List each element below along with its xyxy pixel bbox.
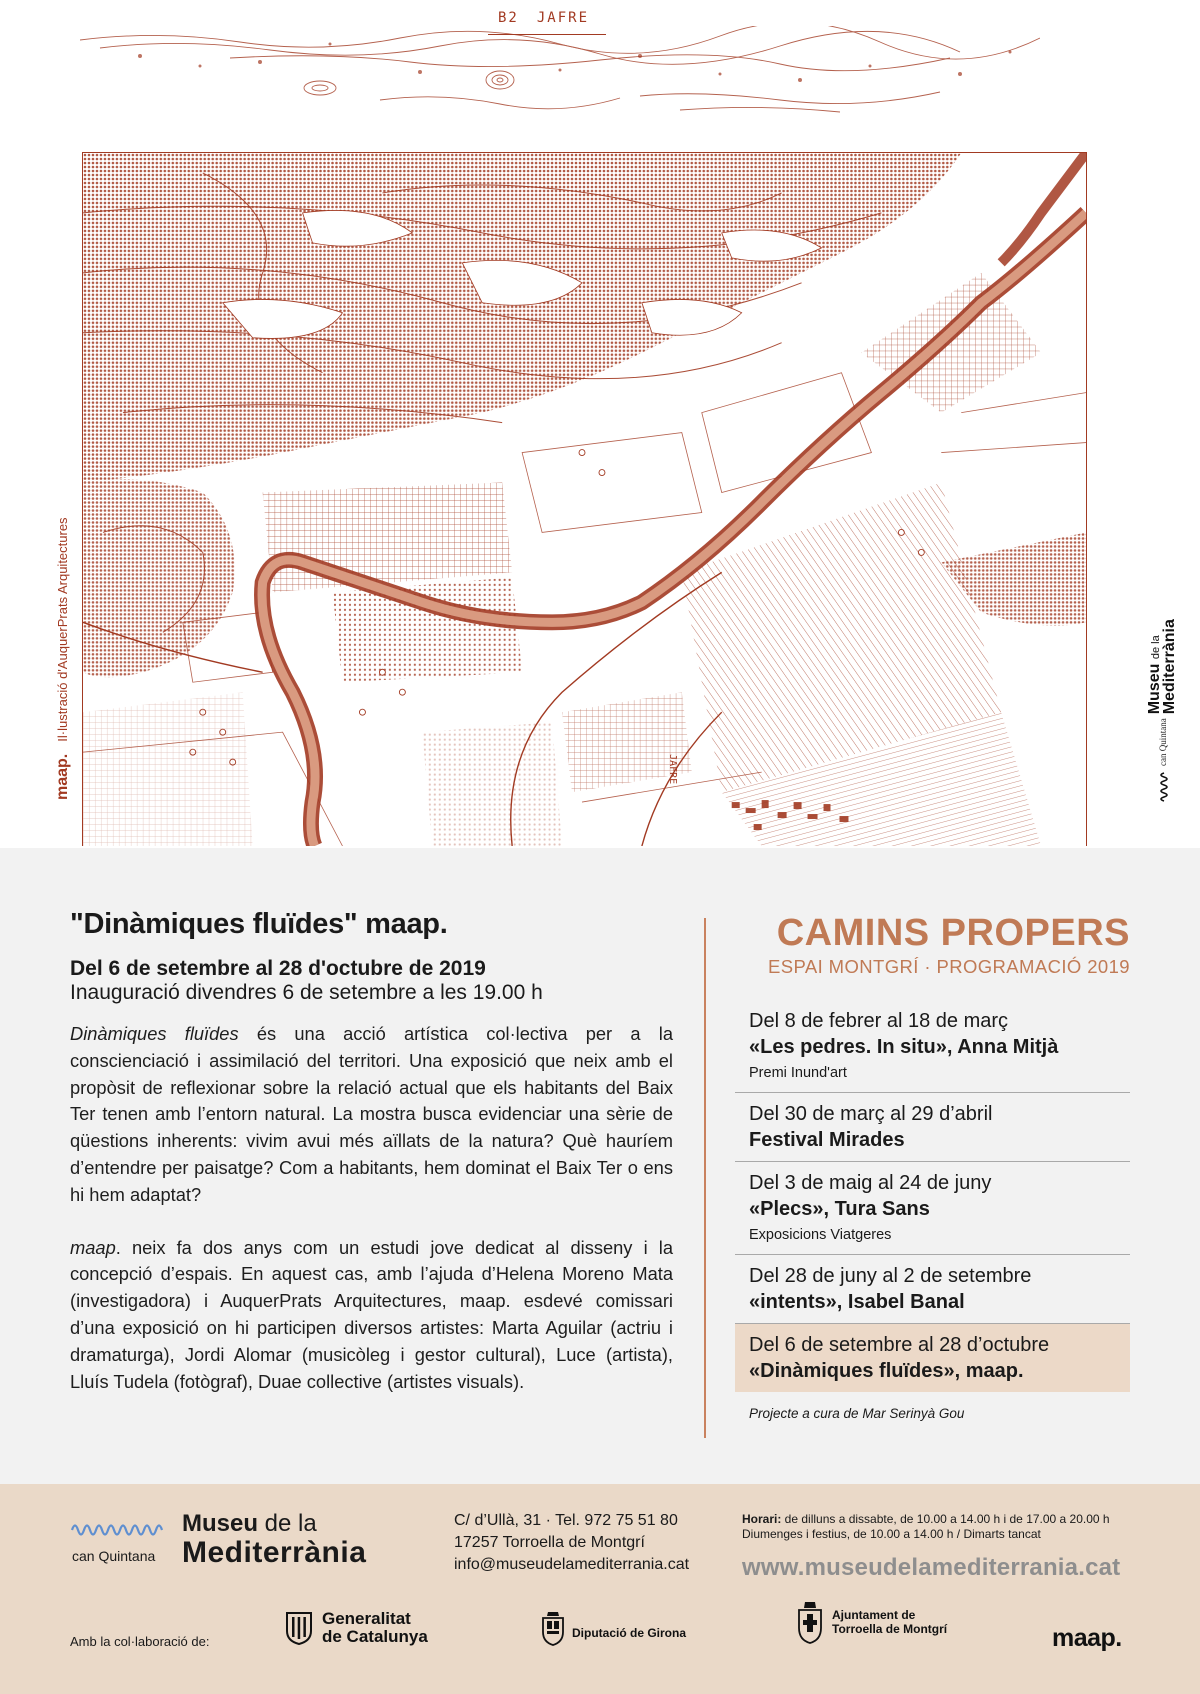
hours-line-1: de dilluns a dissabte, de 10.00 a 14.00 h i de 17.00 a 20.00 h [781,1512,1110,1526]
program-item [735,1255,1130,1324]
museum-logo [70,1512,430,1576]
girona-text: Diputació de Girona [572,1626,687,1640]
description-emphasis-2: maap [70,1236,116,1258]
exhibition-description [70,908,673,1395]
program-list [735,1000,1130,1392]
series-title: CAMINS PROPERS [776,912,1130,954]
program-item-dates: Del 30 de març al 29 d’abril [749,1103,993,1125]
torroella-shield-icon [796,1600,824,1644]
exhibition-title: "Dinàmiques fluïdes" maap. [70,908,448,940]
side-museum-name-bottom: Mediterrània [1161,619,1178,715]
wave-logo-icon [1156,772,1170,802]
description-text-1: és una acció artística col·lectiva per a la conscienciació i assimilació del territori. Una exposició que neix amb el propòsit de reflexionar sobre la relació actual que els habitants del Baix Ter tenen amb l’entorn natural. La mostra busca evidenciar una sèrie de qüestions inherents: vivim avui més aïllats de la natura? Què hauríem d’entendre per paisatge? Com a habitants, hem dominat el Baix Ter o ens hi hem adaptat? [70,1023,673,1205]
side-museum-name [1148,619,1177,714]
program-sidebar [735,912,1130,1421]
hours-label: Horari: [742,1512,782,1526]
museum-name-2: Mediterrània [182,1536,367,1569]
map-town-label: JAFRE [666,754,678,785]
museum-name-1: Museu [182,1510,259,1537]
illustration-credit [54,517,72,800]
side-museum-name-top: Museu [1146,663,1163,715]
gencat-line-2: de Catalunya [322,1627,428,1646]
partner-maap-logo: maap. [1052,1624,1122,1652]
gencat-line-1: Generalitat [322,1609,411,1628]
column-divider [704,918,706,1438]
program-item-dates: Del 8 de febrer al 18 de març [749,1010,1009,1032]
generalitat-emblem-icon [284,1611,314,1645]
program-item-title: «intents», Isabel Banal [749,1291,965,1313]
map-sheet-label: B2 [498,10,519,26]
museum-sub: can Quintana [72,1548,156,1564]
description-text-2: . neix fa dos anys com un estudi jove dedicat al disseny i la concepció d’espais. En aquest cas, amb l’ajuda d’Helena Moreno Mata (investigadora) i AuquerPrats Arquitectures, maap. esdevé comissari d’una exposició on hi participen diversos artistes: Marta Aguilar (actriu i dramaturga), Jordi Alomar (musicòleg i gestor cultural), Luce (artista), Lluís Tudela (fotògraf), Duae collective (artistes visuals). [70,1236,673,1392]
curator-note: Projecte a cura de Mar Serinyà Gou [749,1406,965,1421]
exhibition-dates: Del 6 de setembre al 28 d'octubre de 2019 [70,957,486,980]
email-link[interactable]: info@museudelamediterrania.cat [454,1556,690,1573]
program-item-dates: Del 6 de setembre al 28 d’octubre [749,1334,1050,1356]
credit-text: Il·lustració d'AuquerPrats Arquitectures [55,517,70,742]
program-item-title: «Dinàmiques fluïdes», maap. [749,1360,1024,1382]
address-line-1: C/ d’Ullà, 31 · Tel. 972 75 51 80 [454,1512,678,1529]
website-link[interactable]: www.museudelamediterrania.cat [742,1554,1121,1581]
program-item-title: «Plecs», Tura Sans [749,1198,930,1220]
map-sketch-title [498,10,607,26]
partner-generalitat [284,1610,428,1646]
program-item [735,1093,1130,1162]
museum-name-1b: de la [258,1510,317,1537]
map-frame [82,152,1087,846]
side-museum-name-small: de la [1150,635,1162,660]
program-item-note: Premi Inund'art [749,1065,847,1081]
info-section [0,848,1200,1484]
wave-logo-icon [70,1518,166,1540]
museum-address [454,1510,689,1576]
credit-brand: maap. [54,753,71,800]
program-item-note: Exposicions Viatgeres [749,1227,892,1243]
opening-hours [742,1512,1110,1542]
map-sheet-name: JAFRE [536,10,590,26]
partner-diputacio-girona [540,1610,686,1646]
collaboration-label: Amb la col·laboració de: [70,1634,210,1649]
girona-shield-icon [540,1610,566,1646]
description-paragraph-2 [70,1235,673,1396]
footer-band [0,1484,1200,1694]
program-item-current [735,1324,1130,1392]
address-line-2: 17257 Torroella de Montgrí [454,1534,645,1551]
description-paragraph-1 [70,1021,673,1209]
program-item [735,1162,1130,1255]
program-item-title: Festival Mirades [749,1129,905,1151]
torroella-line-1: Ajuntament de [832,1608,916,1622]
program-item-dates: Del 3 de maig al 24 de juny [749,1172,992,1194]
partner-ajuntament-torroella [796,1600,947,1644]
program-item-title: «Les pedres. In situ», Anna Mitjà [749,1036,1059,1058]
program-item [735,1000,1130,1093]
map-sketch-strip [80,26,1040,116]
description-emphasis-1: Dinàmiques fluïdes [70,1023,239,1044]
side-museum-logo [1148,619,1177,802]
side-museum-sub: can Quintana [1157,718,1168,766]
topographic-map [83,153,1086,846]
program-item-dates: Del 28 de juny al 2 de setembre [749,1265,1032,1287]
torroella-line-2: Torroella de Montgrí [832,1622,948,1636]
hours-line-2: Diumenges i festius, de 10.00 a 14.00 h / Dimarts tancat [742,1527,1041,1541]
series-subtitle: ESPAI MONTGRÍ · PROGRAMACIÓ 2019 [768,956,1130,977]
exhibition-inauguration: Inauguració divendres 6 de setembre a les 19.00 h [70,981,543,1004]
museum-name [182,1512,366,1570]
